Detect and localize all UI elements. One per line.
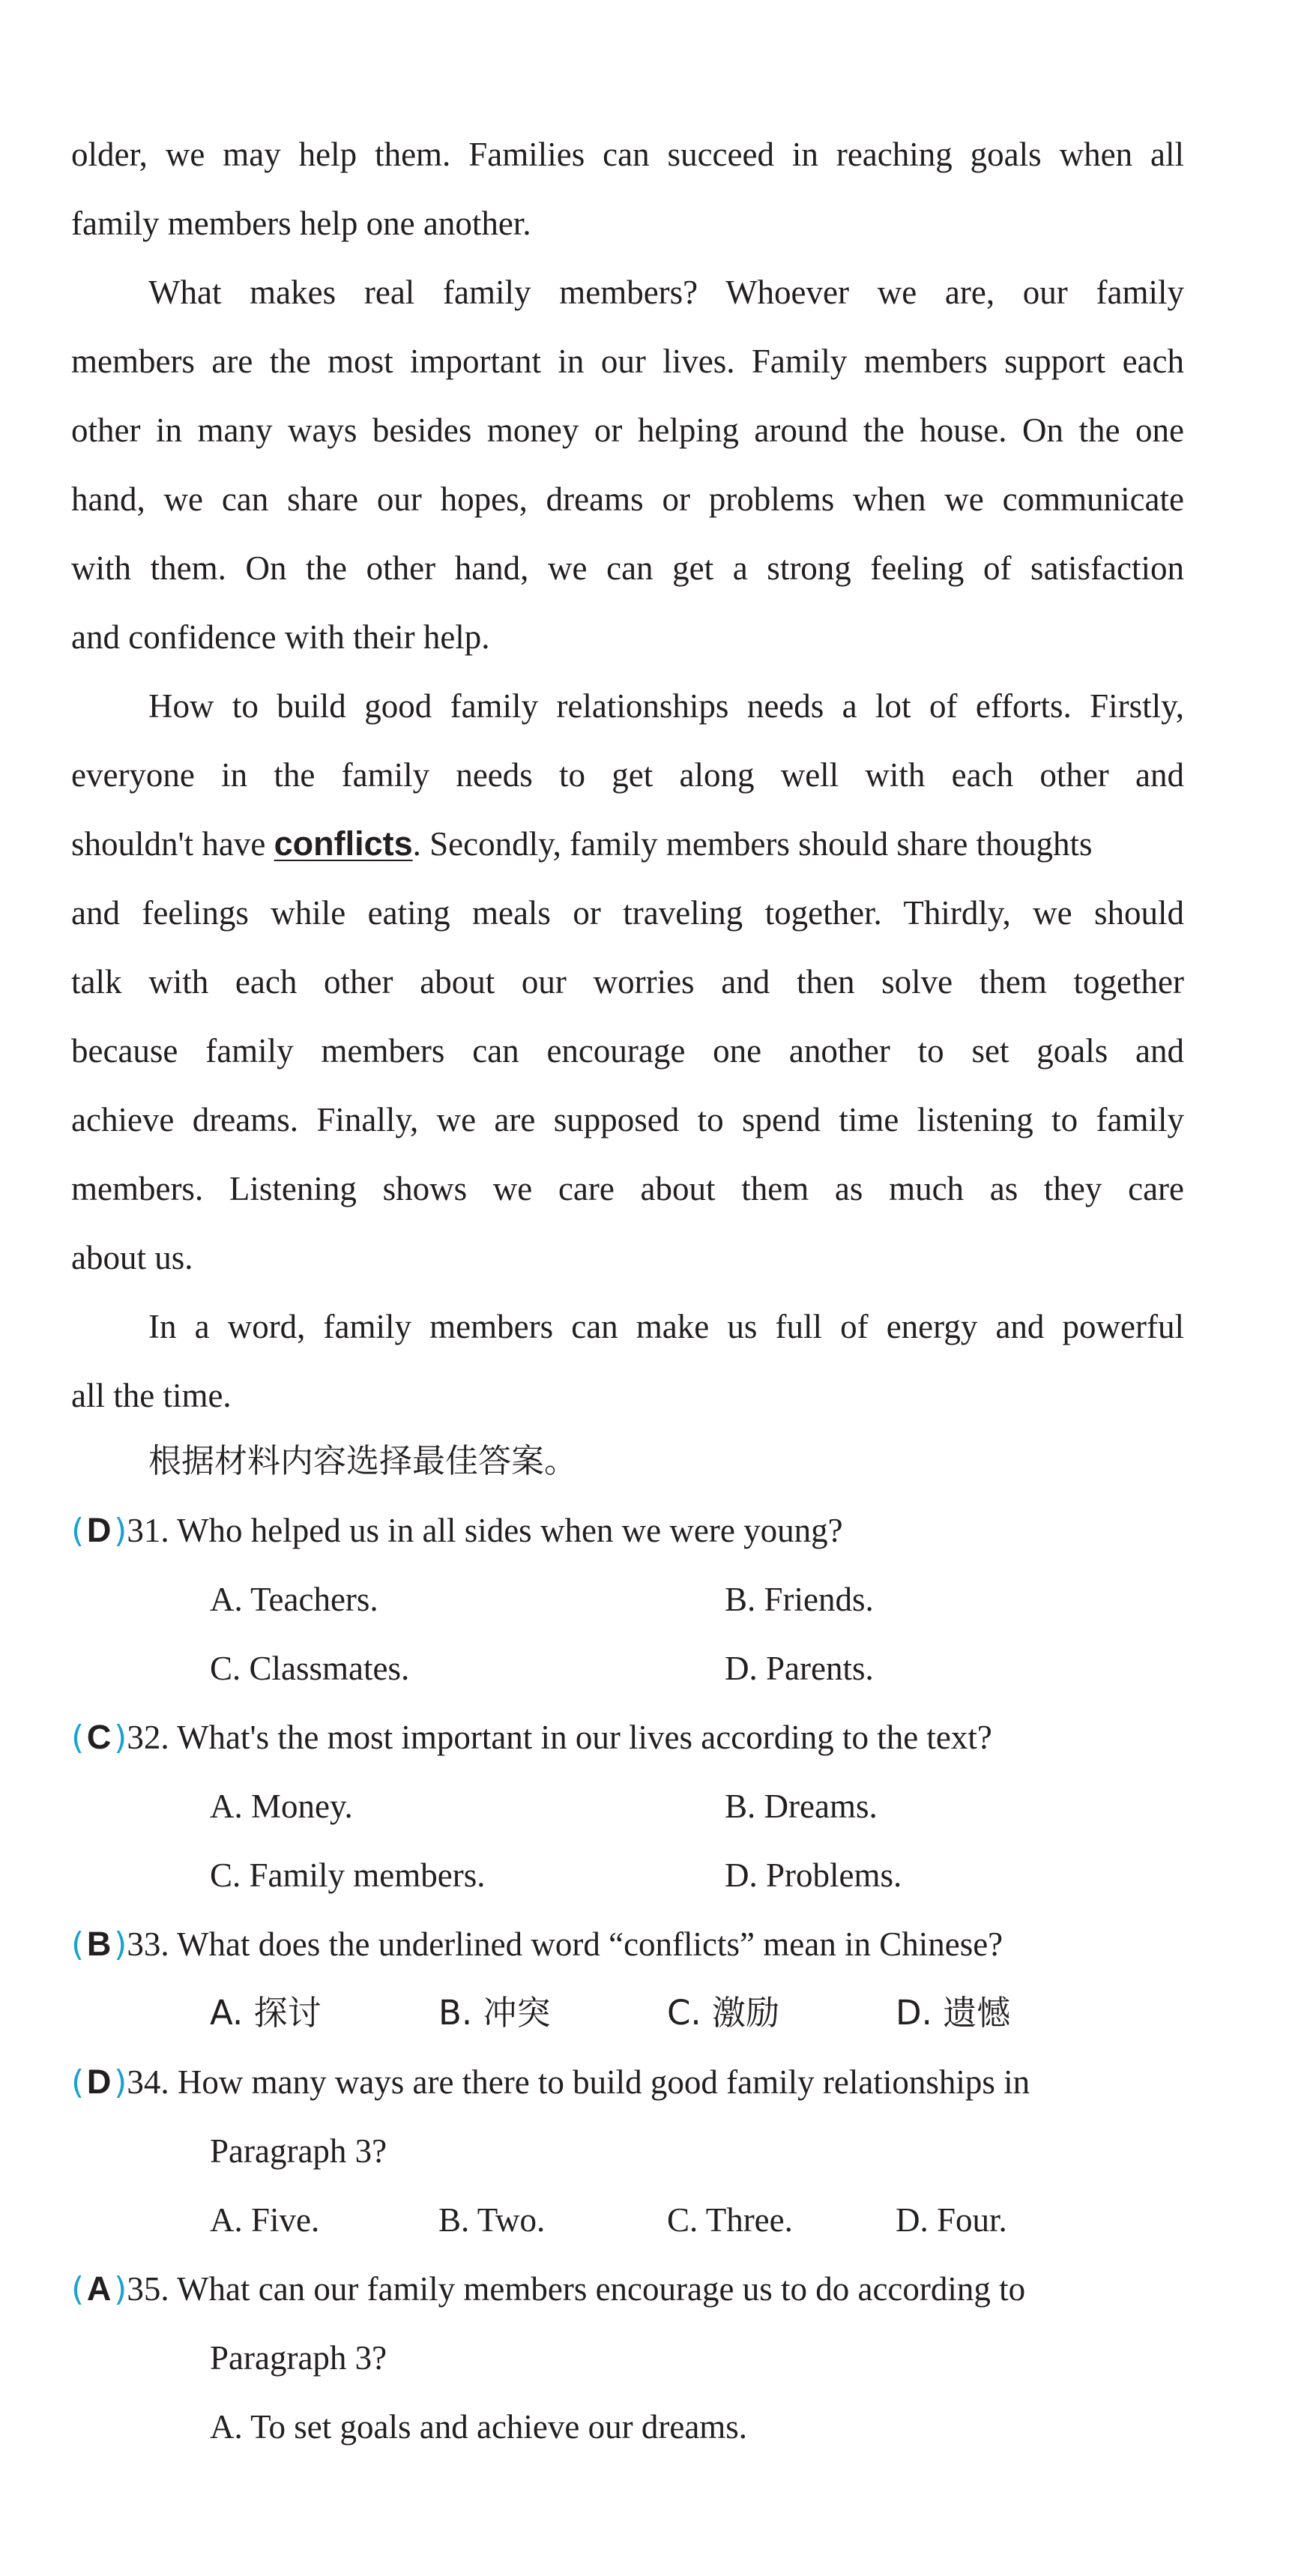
passage-line: and confidence with their help.: [71, 618, 490, 656]
paren-open: (: [71, 1512, 85, 1550]
passage-line: How to build good family relationships needs a lot of efforts. Firstly,: [148, 687, 1184, 725]
passage-line: everyone in the family needs to get along well with each other and: [71, 756, 1184, 794]
passage-line-with-underlined-word: [71, 821, 1184, 866]
option: A. Teachers.: [210, 1581, 378, 1618]
question-text: What does the underlined word “conflicts” mean in Chinese?: [177, 1925, 1003, 1963]
passage-line: achieve dreams. Finally, we are supposed to spend time listening to family: [71, 1101, 1184, 1138]
question-number: 35.: [127, 2270, 169, 2308]
question-32: [71, 1715, 1184, 1761]
paren-close: ): [114, 1512, 127, 1550]
passage-text: . Secondly, family members should share thoughts: [412, 825, 1093, 863]
paren-open: (: [71, 1719, 85, 1757]
option: D. Parents.: [725, 1650, 874, 1687]
answer-letter: D: [86, 1511, 112, 1549]
option: C. Family members.: [210, 1856, 486, 1894]
passage-line: family members help one another.: [71, 205, 531, 242]
instruction: 根据材料内容选择最佳答案。: [148, 1442, 577, 1480]
paren-close: ): [114, 2063, 127, 2102]
passage-line: members. Listening shows we care about them as much as they care: [71, 1170, 1184, 1207]
passage-line: hand, we can share our hopes, dreams or problems when we communicate: [71, 480, 1184, 518]
option: B. Dreams.: [725, 1788, 878, 1825]
passage-line: and feelings while eating meals or traveling together. Thirdly, we should: [71, 894, 1184, 932]
question-34: [71, 2060, 1184, 2105]
option: C. 激励: [667, 1993, 780, 2033]
question-text: Who helped us in all sides when we were young?: [177, 1512, 843, 1549]
question-text: What's the most important in our lives according to the text?: [177, 1719, 992, 1756]
option: D. Problems.: [725, 1856, 902, 1894]
question-number: 31.: [127, 1512, 169, 1549]
passage-text: shouldn't have: [71, 825, 266, 863]
question-33: [71, 1922, 1184, 1967]
option: A. 探讨: [210, 1993, 322, 2033]
option: C. Classmates.: [210, 1650, 410, 1687]
answer-letter: C: [86, 1718, 112, 1756]
answer-letter: A: [86, 2269, 112, 2308]
option: A. Five.: [210, 2201, 320, 2239]
option: B. Friends.: [725, 1581, 874, 1618]
passage-line: In a word, family members can make us full of energy and powerful: [148, 1308, 1184, 1345]
question-text-continued: Paragraph 3?: [210, 2339, 387, 2377]
question-number: 34.: [127, 2063, 169, 2101]
option: D. Four.: [896, 2201, 1007, 2239]
option: B. 冲突: [438, 1993, 551, 2033]
passage-line: with them. On the other hand, we can get a strong feeling of satisfaction: [71, 549, 1184, 587]
option: C. Three.: [667, 2201, 793, 2239]
option: B. Two.: [438, 2201, 546, 2239]
paren-close: ): [114, 2270, 127, 2308]
passage-line: all the time.: [71, 1377, 232, 1414]
underlined-word-conflicts: conflicts: [274, 824, 413, 863]
question-text-continued: Paragraph 3?: [210, 2132, 387, 2170]
option: A. To set goals and achieve our dreams.: [210, 2408, 748, 2446]
question-number: 32.: [127, 1719, 169, 1756]
paren-open: (: [71, 1925, 85, 1964]
question-text: How many ways are there to build good family relationships in: [177, 2063, 1030, 2101]
passage-line: because family members can encourage one another to set goals and: [71, 1032, 1184, 1070]
paren-open: (: [71, 2270, 85, 2308]
question-number: 33.: [127, 1925, 169, 1963]
passage-line: other in many ways besides money or helping around the house. On the one: [71, 411, 1184, 449]
paren-close: ): [114, 1719, 127, 1757]
question-31: [71, 1508, 1184, 1554]
option: A. Money.: [210, 1788, 353, 1825]
passage-line: older, we may help them. Families can succeed in reaching goals when all: [71, 136, 1184, 173]
passage-line: What makes real family members? Whoever we are, our family: [148, 274, 1184, 311]
question-text: What can our family members encourage us to do according to: [177, 2270, 1026, 2308]
passage-line: about us.: [71, 1239, 193, 1276]
paren-open: (: [71, 2063, 85, 2102]
question-35: [71, 2266, 1184, 2312]
option: D. 遗憾: [896, 1993, 1011, 2033]
answer-letter: B: [86, 1925, 112, 1963]
paren-close: ): [114, 1925, 127, 1964]
answer-letter: D: [86, 2063, 112, 2101]
passage-line: members are the most important in our lives. Family members support each: [71, 343, 1184, 380]
passage-line: talk with each other about our worries and then solve them together: [71, 963, 1184, 1001]
